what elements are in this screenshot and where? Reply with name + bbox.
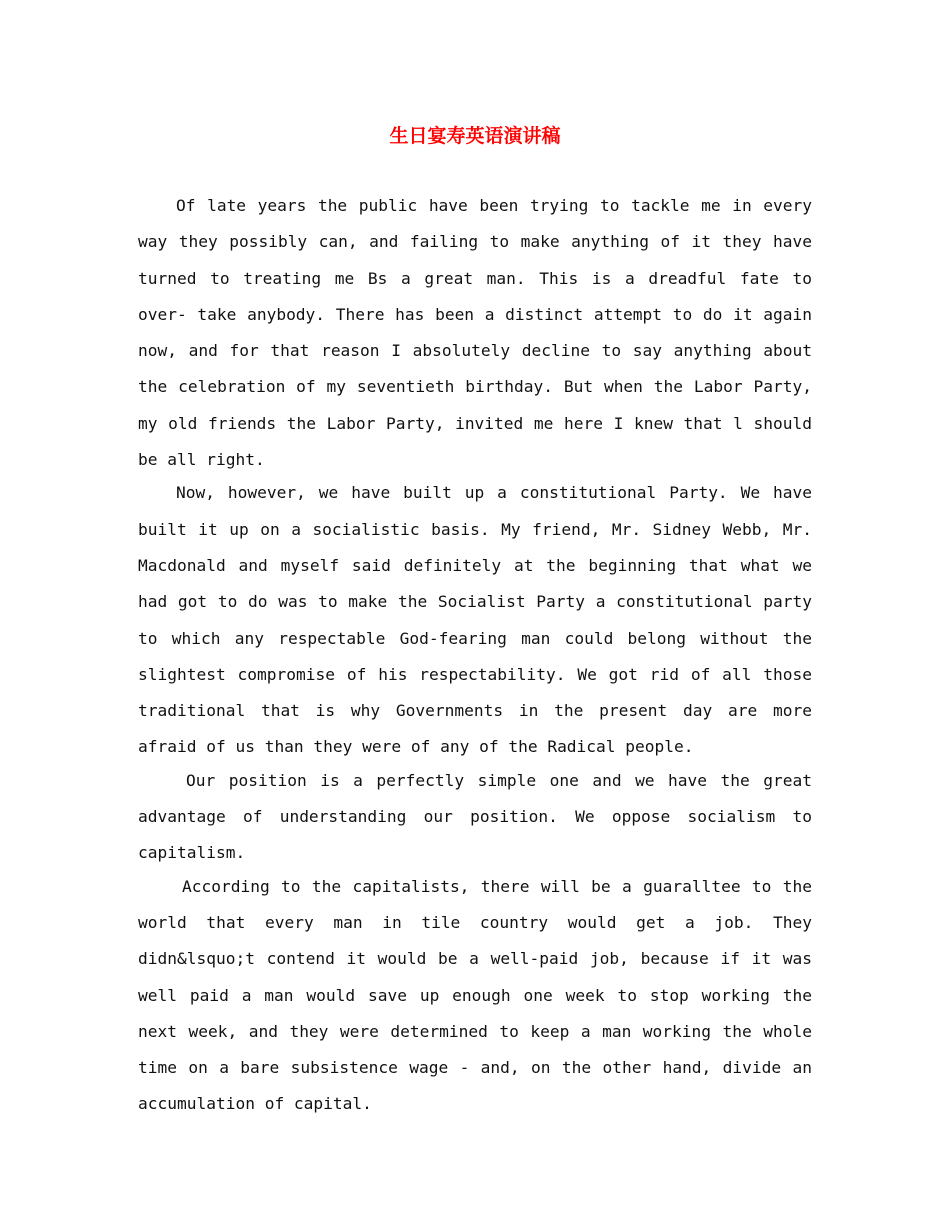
paragraph-4: According to the capitalists, there will be a guaralltee to the world that every man in tile country would get a job. They didn&lsquo;t contend it would be a well-paid job, because if it was well paid a man would save up enough one week to stop working the next week, and they were determined to keep a man working the whole time on a bare subsistence wage - and, on the other hand, divide an accumulation of capital.: [138, 876, 812, 1114]
paragraph-3: Our position is a perfectly simple one and we have the great advantage of understanding our position. We oppose socialism to capitalism.: [138, 770, 812, 863]
document-body: [138, 188, 812, 1120]
paragraph-2: Now, however, we have built up a constitutional Party. We have built it up on a socialistic basis. My friend, Mr. Sidney Webb, Mr. Macdonald and myself said definitely at the beginning that what we had got to do was to make the Socialist Party a constitutional party to which any respectable God-fearing man could belong without the slightest compromise of his respectability. We got rid of all those traditional that is why Governments in the present day are more afraid of us than they were of any of the Radical people.: [138, 483, 812, 757]
document-title: 生日宴寿英语演讲稿: [389, 125, 561, 147]
paragraph-1: Of late years the public have been trying to tackle me in every way they possibly can, and failing to make anything of it they have turned to treating me Bs a great man. This is a dreadful fate to over- take anybody. There has been a distinct attempt to do it again now, and for that reason I absolutely decline to say anything about the celebration of my seventieth birthday. But when the Labor Party, my old friends the Labor Party, invited me here I knew that l should be all right.: [138, 196, 812, 470]
